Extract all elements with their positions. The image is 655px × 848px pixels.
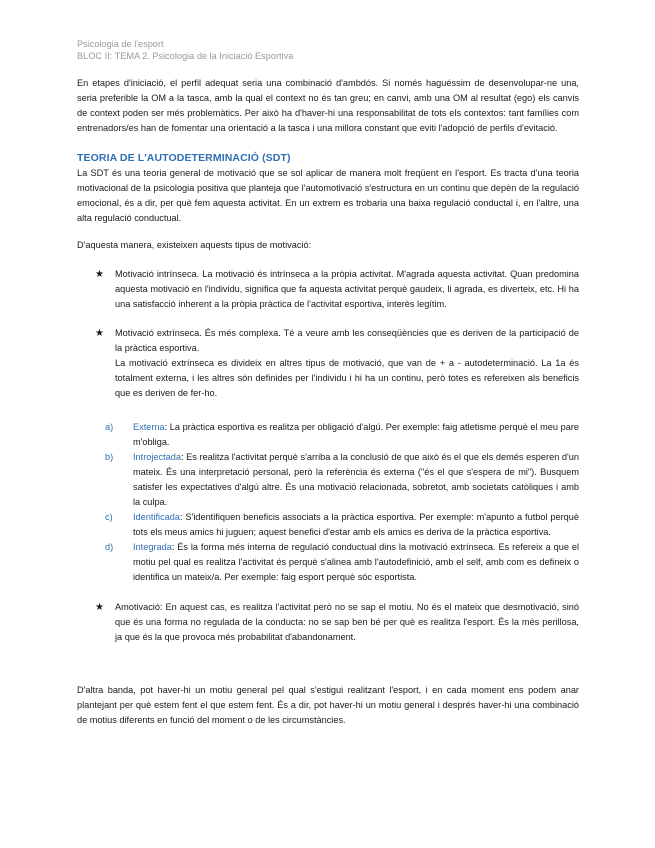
subtype-item	[77, 510, 579, 540]
intro-paragraph: En etapes d'iniciació, el perfil adequat seria una combinació d'ambdós. Si només haguéssim de desenvolupar-ne una, seria preferible la OM a la tasca, amb la qual el context no és tan greu; en canvi, amb una OM al resultat (ego) els canvis de context poden ser més problemàtics. Per això ha d'haver-hi una responsabilitat de tots els contextos: tant famílies com entrenadors/es han de fomentar una orientació a la tasca i una millora constant que eviti l'adopció de perfils d'evitació.	[77, 78, 579, 133]
bullet-text: Motivació extrínseca. És més complexa. Té a veure amb les conseqüències que es deriven de la participació de la pràctica esportiva.	[115, 328, 579, 353]
subtype-term: Integrada	[133, 542, 172, 552]
closing-paragraph: D'altra banda, pot haver-hi un motiu general pel qual s'estigui realitzant l'esport, i en cada moment ens podem anar plantejant per què estem fent el que estem fent. És a dir, pot haver-hi un motiu general i després haver-hi una combinació de motius diferents en funció del moment o de les circumstàncies.	[77, 685, 579, 725]
list-item-extrinsic	[77, 326, 579, 401]
subtype-item	[77, 420, 579, 450]
subtype-text: : La pràctica esportiva es realitza per obligació d'algú. Per exemple: faig atletisme perquè el meu pare m'obliga.	[133, 422, 579, 447]
document-page	[77, 38, 579, 728]
bullet-text: Motivació intrínseca. La motivació és intrínseca a la pròpia activitat. M'agrada aquesta activitat. Quan predomina aquesta motivació en l'individu, significa que fa aquesta activitat perquè gaudeix, li agrada, es diverteix, etc. Hi ha una satisfacció inherent a la pròpia pràctica de l'activitat esportiva, interès legítim.	[115, 269, 579, 309]
list-item-amotivation	[77, 600, 579, 645]
subtype-letter: c)	[105, 512, 113, 522]
subtype-text: : Es realitza l'activitat perquè s'arriba a la conclusió de que això és el que els demés esperen d'un mateix. És una interpretació personal, però la referència és externa ("és el que s'espera de mi"). Busquem satisfer les expectatives d'algú altre. És una motivació relacionada, sobretot, amb societats catòliques i amb la culpa.	[133, 452, 579, 507]
subtype-letter: b)	[105, 452, 114, 462]
subtype-term: Externa	[133, 422, 165, 432]
header-course: Psicologia de l'esport	[77, 39, 164, 49]
list-item-intrinsic	[77, 267, 579, 312]
star-icon: ★	[95, 269, 104, 280]
bullet-text: Amotivació: En aquest cas, es realitza l'activitat però no se sap el motiu. No és el mateix que desmotivació, sinó que és una forma no regulada de la conducta: no se sap ben bé per què es realitza l'esport. És la més perillosa, ja que és la que provoca més probabilitat d'abandonament.	[115, 602, 579, 642]
section-title: TEORIA DE L'AUTODETERMINACIÓ (SDT)	[77, 152, 291, 164]
extrinsic-subtypes	[77, 420, 579, 585]
subtype-term: Identificada	[133, 512, 180, 522]
bullet-text-continued: La motivació extrínseca es divideix en altres tipus de motivació, que van de + a - autodeterminació. La 1a és totalment externa, i les altres són definides per l'individu i hi ha un continu, però totes es refereixen als beneficis que es deriven de fer-ho.	[115, 358, 579, 398]
types-intro: D'aquesta manera, existeixen aquests tipus de motivació:	[77, 240, 312, 250]
star-icon: ★	[95, 328, 104, 339]
subtype-text: : És la forma més interna de regulació conductual dins la motivació extrínseca. Es refereix a que el motiu pel qual es realitza l'activitat és perquè s'alinea amb l'autodefinició, amb el self, amb com es defineix o identifica un mateix/a. Per exemple: faig esport perquè sóc esportista.	[133, 542, 579, 582]
star-icon: ★	[95, 602, 104, 613]
sdt-paragraph: La SDT és una teoria general de motivació que se sol aplicar de manera molt freqüent en l'esport. Es tracta d'una teoria motivacional de la psicologia positiva que planteja que l'automotivació s'estructura en un continu que depèn de la regulació emocional, és a dir, per què fem aquesta activitat. En un extrem es trobaria una baixa regulació conductal i, en l'altre, una alta regulació conductual.	[77, 168, 579, 223]
subtype-letter: d)	[105, 542, 114, 552]
subtype-term: Introjectada	[133, 452, 182, 462]
subtype-item	[77, 540, 579, 585]
page-header	[77, 38, 579, 62]
subtype-item	[77, 450, 579, 510]
subtype-letter: a)	[105, 422, 114, 432]
subtype-text: : S'identifiquen beneficis associats a la pràctica esportiva. Per exemple: m'apunto a futbol perquè tots els meus amics hi juguen; aquest benefici d'estar amb els amics es deriva de la pràctica esportiva.	[133, 512, 579, 537]
header-unit: BLOC II: TEMA 2. Psicologia de la Iniciació Esportiva	[77, 51, 294, 61]
